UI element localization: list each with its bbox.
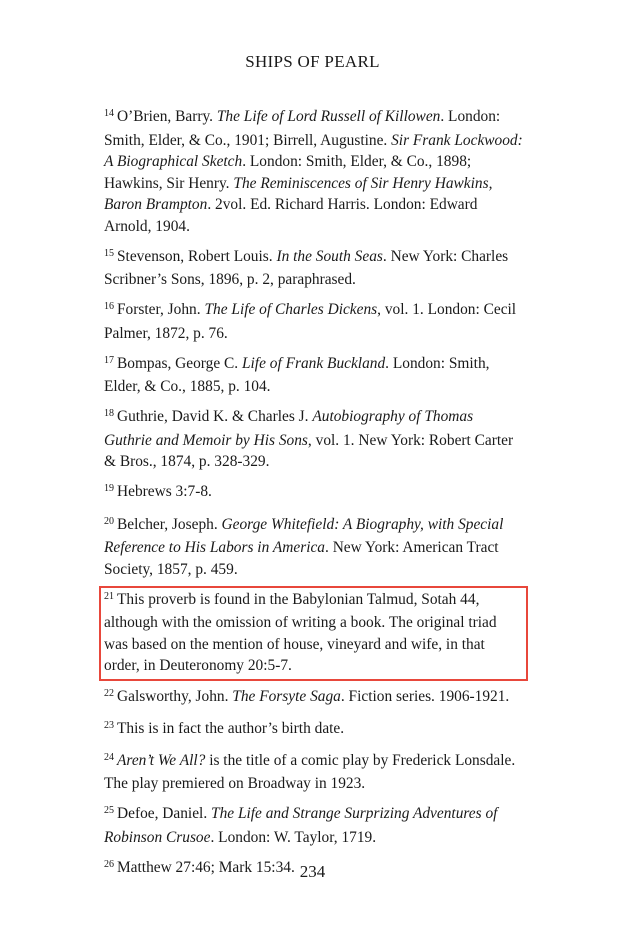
footnote-number: 17	[104, 354, 114, 366]
footnote-text: Belcher, Joseph.	[117, 515, 222, 533]
footnote-number: 19	[104, 483, 114, 495]
footnote-title: George Whitefield: A Biography, with Special Reference to His Labors in America	[104, 515, 504, 557]
footnote	[104, 803, 524, 848]
footnote-text: Forster, John.	[117, 301, 205, 319]
footnote-number: 21	[104, 590, 114, 602]
footnote-title: The Life of Charles Dickens	[204, 301, 378, 319]
footnote-number: 20	[104, 515, 114, 527]
footnote-text: Bompas, George C.	[117, 354, 242, 372]
footnote-title: The Forsyte Saga	[232, 687, 341, 705]
footnote-number: 16	[104, 301, 114, 313]
running-head: SHIPS OF PEARL	[245, 52, 380, 71]
footnote-text: , vol. 1. New York: Robert Carter & Bros., 1874, p. 328-329.	[104, 431, 514, 471]
footnote-text: . 2vol. Ed. Richard Harris. London: Edward Arnold, 1904.	[104, 196, 478, 235]
footnote-number: 22	[104, 687, 114, 699]
footnote-title: Sir Frank Lockwood: A Biographical Sketch	[104, 131, 523, 170]
footnote-title: The Life of Lord Russell of Killowen	[216, 108, 441, 125]
footnote-text: O’Brien, Barry.	[117, 108, 217, 125]
footnote	[104, 686, 524, 710]
footnote-number: 25	[104, 805, 114, 817]
footnote-text: . London: Smith, Elder, & Co., 1901; Birrell, Augustine.	[104, 108, 501, 149]
footnote-text: This proverb is found in the Babylonian Talmud, Sotah 44, although with the omission of writing a book. The original triad was based on the mention of house, vineyard and wife, in that order, in Deuteronomy 20:5-7.	[104, 590, 497, 675]
footnote	[104, 718, 524, 742]
footnote-text: This is in fact the author’s birth date.	[117, 719, 345, 737]
footnote-text: . London: W. Taylor, 1719.	[210, 828, 377, 846]
page-number: 234	[299, 862, 326, 881]
footnote-highlighted	[104, 589, 524, 677]
footnote	[104, 406, 524, 473]
footnote-number: 15	[104, 247, 114, 259]
footnote-text: Hebrews 3:7-8.	[117, 483, 212, 501]
footnote	[104, 514, 524, 581]
footnote-title: Aren’t We All?	[117, 751, 206, 769]
footnote-text: Guthrie, David K. & Charles J.	[117, 408, 313, 426]
footnote	[104, 750, 524, 795]
footnote-text: . Fiction series. 1906-1921.	[340, 687, 510, 705]
footnote	[104, 299, 524, 344]
footnote-text: is the title of a comic play by Frederick Lonsdale. The play premiered on Broadway in 1923.	[104, 751, 516, 793]
footnote-text: . London: Smith, Elder, & Co., 1885, p. 104.	[104, 354, 490, 396]
footnote-number: 24	[104, 751, 114, 763]
footnotes-list	[104, 106, 524, 889]
footnote-number: 23	[104, 719, 114, 731]
footnote-text: Galsworthy, John.	[117, 687, 233, 705]
footnote-text: . New York: American Tract Society, 1857, p. 459.	[104, 539, 499, 578]
footnote-title: Autobiography of Thomas Guthrie and Memoir by His Sons	[104, 408, 474, 449]
footnote-text: Defoe, Daniel.	[117, 805, 212, 823]
footnote-title: Life of Frank Buckland	[241, 354, 386, 372]
footnote-number: 18	[104, 408, 114, 420]
footnote	[104, 353, 524, 398]
footnote-title: The Life and Strange Surprizing Adventures of Robinson Crusoe	[104, 805, 498, 846]
footnote-text: Stevenson, Robert Louis.	[117, 247, 277, 265]
footnote	[104, 481, 524, 505]
footnote-number: 14	[104, 108, 114, 119]
footnote-title: The Reminiscences of Sir Henry Hawkins, Baron Brampton	[104, 174, 493, 213]
footnote-text: . London: Smith, Elder, & Co., 1898; Hawkins, Sir Henry.	[104, 153, 472, 192]
footnote-text: , vol. 1. London: Cecil Palmer, 1872, p. 76.	[104, 301, 517, 342]
footnote-text: Matthew 27:46; Mark 15:34.	[117, 859, 295, 877]
footnote	[104, 106, 524, 237]
footnote-number: 26	[104, 859, 114, 871]
footnote	[104, 246, 524, 291]
footnote-text: . New York: Charles Scribner’s Sons, 1896, p. 2, paraphrased.	[104, 247, 509, 289]
footnote-title: In the South Seas	[276, 247, 383, 265]
